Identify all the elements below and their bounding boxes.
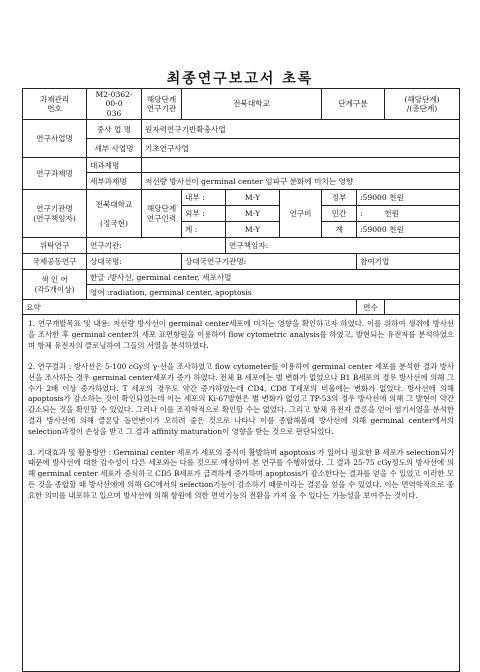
summary-result-paragraph: 2. 연구결과 : 방사선은 5-100 cGy의 γ-선을 조사하였고 flow cytometer를 이용하여 germinal center 세포를 분석한 결과 방사선을 조사하는 경우 germinal center세포가 증가 하였다. 전체 B 세포에는 별 변화가 없었으나 B1 B세포의 경우 방사선에 의해 그 수가 2배 이상 증가하였다. T 세포의 경우도 약간 증가하였는데 CD4, CD8 T세포의 비율에는 변화가 없었다. 방사선에 의해 apoptosis가 감소하는 것이 확인되었는데 이는 세포의 Ki-67발현은 별 변화가 없었고 TP-53의 경우 방사선에 의해 그 발현이 약간 감소되는 것을 확인할 수 있었다. 그러나 이를 조직학적으로 확인할 수는 없었다. 그리고 항체 유전자 클론을 얻어 염기서열을 분석한 결과 방사선에 의해 클론당 돌연변이가 오히려 줄은 것으로 나타나 이를 종합해볼때 방사선에 의해 germinal center에서의 selection과정이 손상을 받고 그 결과 affinity maturation이 영향을 받는 것으로 판단되었다. (28, 361, 454, 436)
index-label: 색 인 어 (각5개이상) (23, 270, 87, 300)
host-org-value: 전북대학교 (182, 89, 322, 120)
summary-body (23, 315, 460, 672)
external-value: M·Y (226, 206, 280, 222)
detail-project-label: 세부 사업명 (87, 139, 142, 158)
index-en-value: :radiation, germinal center, apoptosis (107, 287, 252, 297)
gov-label: 정부 (322, 190, 357, 206)
mid-project-value: 원자력연구기반확충사업 (142, 120, 460, 139)
abstract-form-table (22, 88, 460, 672)
total-value: M·Y (226, 222, 280, 238)
private-value: : 천원 (357, 206, 460, 222)
manager-label: 연구기관명 (연구책임자) (23, 190, 87, 238)
index-ko-value: :방사선, germinal center, 세포사멸 (107, 272, 232, 282)
partner-org-label: 상대국연구기관명: (182, 254, 357, 270)
company-label: 참여기업 (357, 254, 460, 270)
cost-total-label: 계 (322, 222, 357, 238)
partner-country-label: 상대국명: (87, 254, 182, 270)
manager-value: 전북대학교 (정국현) (87, 190, 142, 238)
summary-goal-paragraph: 1. 연구개발목표 및 내용: 저선량 방사선이 germinal center세포에 미치는 영향을 확인하고자 하였다. 이를 위하여 생쥐에 방사선을 조사한 후 germinal center의 세포 표면항원을 이용하여 flow cytometric analysis를 하였고, 발현되는 유전자를 분석하였으며 항체 유전자의 클로닝하여 그들의 서열을 분석하였다. (28, 319, 454, 351)
index-en-row (87, 285, 460, 300)
main-title-value (142, 158, 460, 173)
detail-title-value: 저선량 방사선이 germinal center 임파구 분화에 미치는 영향 (142, 173, 460, 190)
host-org-label: 해당단계 연구기관 (142, 89, 182, 120)
document-title: 최종연구보고서 초록 (166, 71, 314, 87)
stage-label: 단계구분 (322, 89, 385, 120)
pages-value (385, 300, 460, 315)
index-ko-label: 한글 (90, 272, 105, 282)
mid-project-label: 중사 업 명 (87, 120, 142, 139)
commission-manager-label: 연구책임자: (226, 238, 460, 254)
commission-label: 위탁연구 (23, 238, 87, 254)
summary-effect-paragraph: 3. 기대효과 및 활용방안 : Germinal center 세포가 세포의 증식이 활발하며 apoptosis 가 일어나 필요한 B 세포가 selection되기 때문에 방사선에 대한 감수성이 다른 세포와는 다를 것으로 예상하여 본 연구를 수행하였다. 그 결과 25-75 cGy정도의 방사선에 의해 germinal center 세포가 증식하고 CD5 B세포가 급격하게 증가하며 apoptosis가 감소한다는 결과를 얻을 수 있었고 이러한 모든 것을 종합할 때 방사선에에 의해 GC에서의 selection기능이 감소하기 때문이라는 결론을 얻을 수 있었다. 이는 면역학적으로 중요한 의미를 내포하고 있으며 방사선에 의해 항원에 의한 면역기능의 전환을 가져 올 수 있다는 가능성을 보여주는 것이다. (28, 447, 454, 500)
commission-org-label: 연구기관: (87, 238, 226, 254)
total-label: 계 : (182, 222, 226, 238)
internal-value: M·Y (226, 190, 280, 206)
internal-label: 내부 : (182, 190, 226, 206)
project-label: 연구사업명 (23, 120, 87, 158)
index-en-label: 영어 (90, 287, 105, 297)
stage-value: (해당단계) /(총단계) (385, 89, 460, 120)
detail-title-label: 세부과제명 (87, 173, 142, 190)
pages-label: 면수 (357, 300, 385, 315)
main-title-label: 대과제명 (87, 158, 142, 173)
external-label: 외부 : (182, 206, 226, 222)
private-label: 민간 (322, 206, 357, 222)
task-number-label: 과제관리 번호 (23, 89, 87, 120)
cost-total-value: :59000 천원 (357, 222, 460, 238)
task-number-value: M2-0362-00-0 036 (87, 89, 142, 120)
detail-project-value: 기초연구사업 (142, 139, 460, 158)
staff-label: 해당단계 연구인력 (142, 190, 182, 238)
gov-value: :59000 천원 (357, 190, 460, 206)
cost-label: 연구비 (280, 190, 322, 238)
index-ko-row (87, 270, 460, 285)
summary-label: 요약 (23, 300, 357, 315)
intl-label: 국제공동연구 (23, 254, 87, 270)
research-title-label: 연구과제명 (23, 158, 87, 190)
